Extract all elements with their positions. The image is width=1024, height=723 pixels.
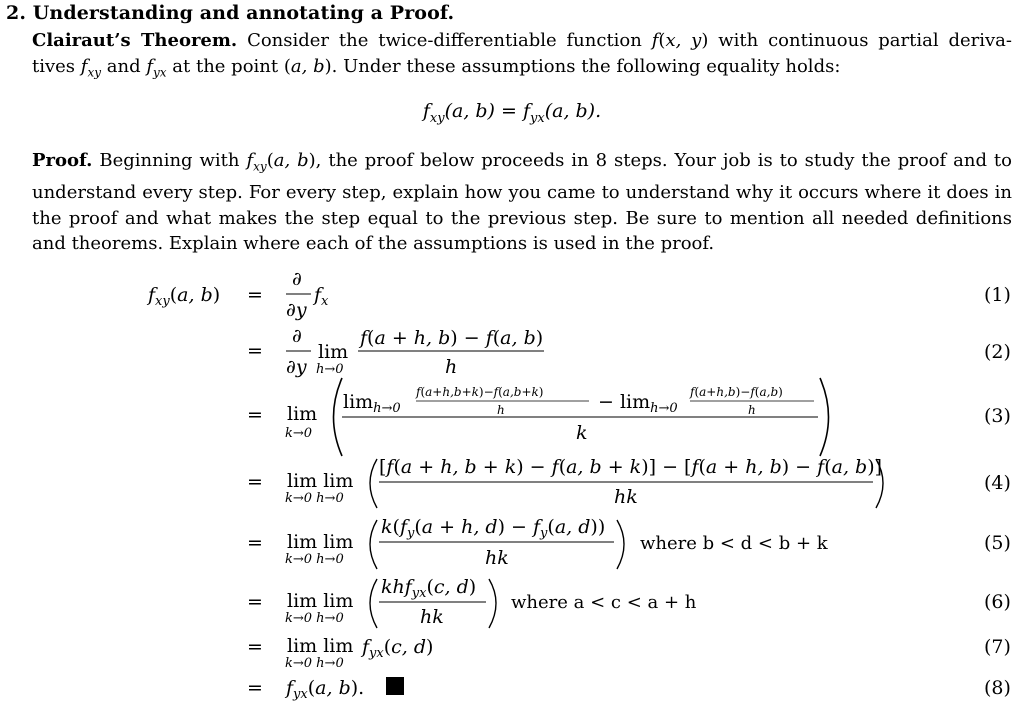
step-2 bbox=[247, 325, 1011, 378]
svg-text:k→0 h→0: k→0 h→0 bbox=[285, 491, 344, 506]
svg-text:=: = bbox=[247, 532, 263, 554]
step-number: (2) bbox=[984, 341, 1011, 363]
svg-text:∂y: ∂y bbox=[286, 299, 307, 321]
svg-text:fxy(a, b): $f_{xy}(a$, b) bbox=[148, 284, 221, 309]
step-number: (1) bbox=[984, 284, 1011, 306]
step-condition: where a < c < a + h bbox=[511, 592, 697, 613]
svg-text:=: = bbox=[247, 591, 263, 613]
theorem-text: at the point bbox=[172, 55, 279, 77]
svg-text:∂: ∂ bbox=[292, 325, 302, 347]
svg-text:k→0 h→0: k→0 h→0 bbox=[285, 552, 344, 567]
svg-text:h→0: h→0 bbox=[316, 362, 344, 377]
step-6 bbox=[247, 576, 1011, 628]
svg-text:lim lim: lim lim bbox=[287, 531, 354, 553]
theorem-text: and bbox=[106, 55, 141, 77]
main-equality: $f_{xy}(a$, $b) = f_{yx}(a$, b). bbox=[422, 100, 602, 126]
svg-text:=: = bbox=[247, 471, 263, 493]
step-1 bbox=[146, 268, 1011, 321]
svg-text:h: h bbox=[445, 356, 458, 378]
step-4 bbox=[247, 456, 1011, 508]
svg-text:∂y: ∂y bbox=[286, 356, 307, 378]
svg-text:∂: ∂ bbox=[292, 268, 302, 290]
svg-text:lim: lim bbox=[318, 341, 349, 363]
svg-text:hk: hk bbox=[485, 547, 509, 569]
theorem-text: tives bbox=[32, 55, 76, 77]
step-number: (4) bbox=[984, 472, 1011, 494]
step-5 bbox=[247, 516, 1011, 569]
svg-text:=: = bbox=[247, 677, 263, 699]
svg-text:=: = bbox=[247, 404, 263, 426]
svg-text:hk: hk bbox=[614, 486, 638, 508]
svg-text:k→0 h→0: k→0 h→0 bbox=[285, 656, 344, 671]
step-number: (8) bbox=[984, 677, 1011, 699]
svg-text:− limh→0: − $\lim_{h\to 0}$ bbox=[598, 391, 678, 416]
proof-instructions: Proof. Beginning with $f_{xy}(a$, b), the proof below proceeds in 8 steps. Your job is to study the proof and to understand every step. For every step, explain how you came to understand why it occurs where it does in the proof and what makes the step equal to the previous step. Be sure to mention all needed definitions and theorems. Explain where each of the assumptions is used in the proof. bbox=[32, 150, 1013, 255]
svg-text:f(a + h, b) − f(a, b): f(a + h, b) − f(a, b) bbox=[360, 327, 544, 349]
section-number: 2. bbox=[6, 2, 27, 24]
theorem-name: Clairaut’s Theorem. bbox=[32, 30, 238, 51]
svg-text:lim lim: lim lim bbox=[287, 470, 354, 492]
svg-text:lim lim: lim lim bbox=[287, 635, 354, 657]
section-title: Understanding and annotating a Proof. bbox=[32, 2, 455, 24]
svg-text:k: k bbox=[576, 422, 588, 444]
svg-text:=: = bbox=[247, 284, 263, 306]
step-3 bbox=[247, 378, 1011, 456]
svg-text:hk: hk bbox=[420, 606, 444, 628]
svg-text:=: = bbox=[247, 340, 263, 362]
step-7 bbox=[247, 635, 1011, 671]
svg-text:[f(a + h, b + k) − f(a, b + k): [f(a + h, b + k) − f(a, b + k)] − [f(a + h, b) − f(a, b)] bbox=[379, 456, 883, 478]
proof-text: , the proof below proceeds in 8 steps. Your job is to study the proof and to understand every step. For every step, explain how you came to understand why it occurs where it does in the proof and what makes the step equal to the previous step. Be sure to mention all needed definitions and theorems. Explain where each of the assumptions is used in the proof. bbox=[32, 150, 1013, 255]
step-number: (6) bbox=[984, 591, 1011, 613]
svg-text:fyx(a, b).: $f_{yx}(a$, b). bbox=[286, 677, 365, 702]
svg-text:=: = bbox=[247, 636, 263, 658]
svg-text:lim: lim bbox=[287, 403, 318, 425]
theorem-text: Consider the twice-differentiable function bbox=[247, 30, 642, 51]
svg-text:fyx(c, d): $f_{yx}(c$, d) bbox=[362, 636, 434, 661]
step-condition: where b < d < b + k bbox=[640, 533, 828, 554]
proof-text: Beginning with bbox=[99, 150, 240, 171]
step-number: (5) bbox=[984, 532, 1011, 554]
svg-text:k(fy(a + h, d) − fy(a, d)): $k(f_y(a + h$, $d) - f_y(a$, d)) bbox=[381, 516, 606, 541]
svg-text:lim lim: lim lim bbox=[287, 590, 354, 612]
svg-text:limh→0: $\lim_{h\to 0}$ bbox=[343, 391, 401, 416]
svg-text:k→0 h→0: k→0 h→0 bbox=[285, 611, 344, 626]
svg-text:f(a+h,b)−f(a,b): f(a+h,b)−f(a,b) bbox=[690, 385, 783, 399]
svg-text:khfyx(c, d): khf$_{yx}$(c, d) bbox=[381, 576, 477, 601]
qed-square-icon bbox=[386, 677, 404, 695]
svg-text:k→0: k→0 bbox=[285, 426, 313, 441]
svg-text:fx: $f_x$ bbox=[314, 284, 329, 309]
step-number: (7) bbox=[984, 636, 1011, 658]
theorem-text: with continuous partial deriva- bbox=[718, 30, 1012, 51]
theorem-text: . Under these assumptions the following equality holds: bbox=[331, 55, 841, 77]
theorem-statement: Clairaut’s Theorem. Consider the twice-differentiable function f(x, y) with continuous partial deriva- tives $f_{xy}$ and $f_{yx}$ at the point (a, b). Under these assumptions the following equality holds: bbox=[32, 30, 1012, 80]
svg-text:h: h bbox=[748, 403, 756, 417]
svg-text:f(a+h,b+k)−f(a,b+k): f(a+h,b+k)−f(a,b+k) bbox=[416, 385, 544, 399]
step-8 bbox=[247, 677, 1011, 702]
step-number: (3) bbox=[984, 405, 1011, 427]
svg-text:h: h bbox=[497, 403, 505, 417]
proof-label: Proof. bbox=[32, 150, 93, 171]
